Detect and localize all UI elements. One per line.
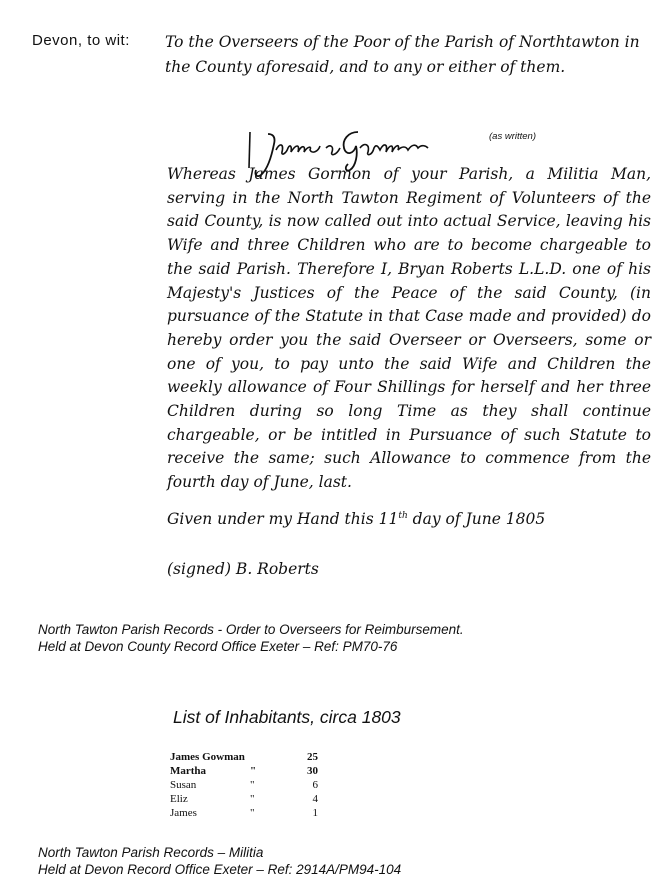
inhabitant-age: 25 (307, 751, 318, 763)
inhabitant-age: 30 (307, 765, 318, 777)
ditto-mark: " (250, 779, 255, 791)
inhabitant-age: 1 (312, 807, 318, 819)
ditto-mark: " (250, 807, 255, 819)
inhabitants-title: List of Inhabitants, circa 1803 (173, 707, 401, 727)
inhabitant-name: James Gowman (170, 751, 245, 763)
citation-line: Held at Devon Record Office Exeter – Ref: 2914A/PM94-104 (38, 862, 402, 877)
citation-line: North Tawton Parish Records – Militia (38, 845, 264, 860)
order-body-text: Whereas James Gormon of your Parish, a Militia Man, serving in the North Tawton Regiment of Volunteers of the said County, is now called out into actual Service, leaving his Wife and three Children who are to become chargeable to the said Parish. Therefore I, Bryan Roberts L.L.D. one of his Majesty's Justices of the Peace of the said County, (in pursuance of the Statute in that Case made and provided) do hereby order you the said Overseer or Overseers, some or one of you, to pay unto the said Wife and Children the weekly allowance of Four Shillings for herself and her three Children during so long Time as they shall continue chargeable, or be intitled in Pursuance of such Statute to receive the same; such Allowance to commence from the fourth day of June, last. (167, 165, 651, 492)
inhabitant-name: Martha (170, 765, 207, 777)
inhabitant-name: James (170, 807, 197, 819)
ditto-mark: " (250, 765, 257, 777)
order-source-citation (38, 621, 464, 655)
inhabitant-age: 4 (312, 793, 318, 805)
inhabitant-row (170, 806, 318, 820)
inhabitant-row (170, 764, 318, 778)
inhabitant-age: 6 (312, 779, 318, 791)
given-date-line: Given under my Hand this 11th day of June 1805 (167, 510, 546, 528)
militia-source-citation (38, 844, 401, 878)
inhabitant-name: Susan (170, 779, 197, 791)
county-heading: Devon, to wit: (32, 32, 130, 49)
inhabitant-row (170, 778, 318, 792)
ditto-mark (248, 750, 290, 764)
citation-line: North Tawton Parish Records - Order to Overseers for Reimbursement. (38, 622, 464, 637)
signed-line: (signed) B. Roberts (167, 560, 319, 578)
order-address: To the Overseers of the Poor of the Parish of Northtawton in the County aforesaid, and to any or either of them. (165, 33, 640, 76)
as-written-note: (as written) (489, 131, 536, 142)
citation-line: Held at Devon County Record Office Exeter – Ref: PM70-76 (38, 639, 398, 654)
inhabitant-row (170, 750, 318, 764)
inhabitant-name: Eliz (170, 793, 188, 805)
ditto-mark: " (250, 793, 255, 805)
inhabitant-row (170, 792, 318, 806)
inhabitants-table (170, 750, 318, 820)
